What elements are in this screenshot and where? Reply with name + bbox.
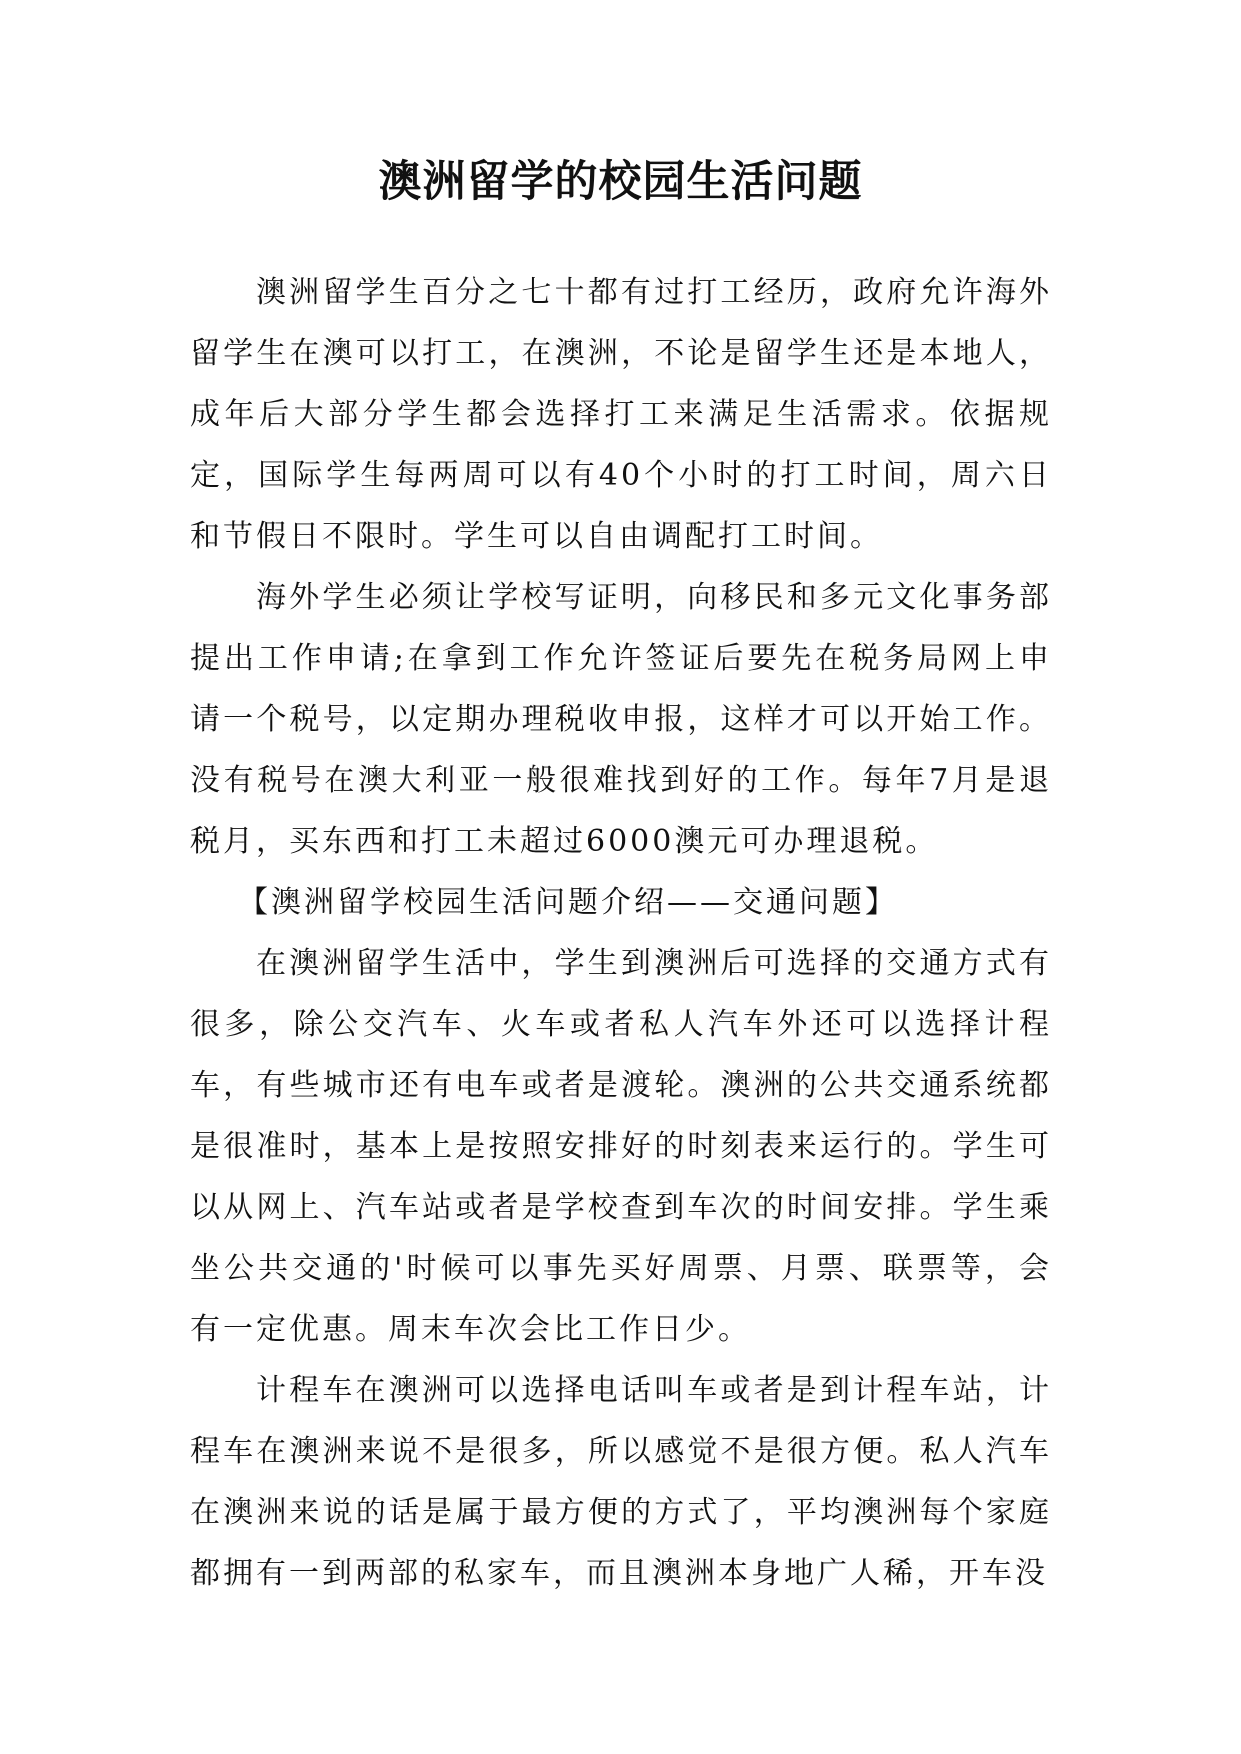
paragraph-work-experience: 澳洲留学生百分之七十都有过打工经历，政府允许海外留学生在澳可以打工，在澳洲，不论是留学生还是本地人，成年后大部分学生都会选择打工来满足生活需求。依据规定，国际学生每两周可以有40个小时的打工时间，周六日和节假日不限时。学生可以自由调配打工时间。 — [190, 275, 1052, 554]
paragraph-public-transport: 在澳洲留学生活中，学生到澳洲后可选择的交通方式有很多，除公交汽车、火车或者私人汽车外还可以选择计程车，有些城市还有电车或者是渡轮。澳洲的公共交通系统都是很准时，基本上是按照安排好的时刻表来运行的。学生可以从网上、汽车站或者是学校查到车次的时间安排。学生乘坐公共交通的'时候可以事先买好周票、月票、联票等，会有一定优惠。周末车次会比工作日少。 — [190, 946, 1052, 1347]
document-body — [190, 262, 1052, 1604]
document-title: 澳洲留学的校园生活问题 — [378, 157, 863, 207]
paragraph-work-permit: 海外学生必须让学校写证明，向移民和多元文化事务部提出工作申请;在拿到工作允许签证后要先在税务局网上申请一个税号，以定期办理税收申报，这样才可以开始工作。没有税号在澳大利亚一般很难找到好的工作。每年7月是退税月，买东西和打工未超过6000澳元可办理退税。 — [190, 580, 1052, 859]
paragraph-taxi-private-car: 计程车在澳洲可以选择电话叫车或者是到计程车站，计程车在澳洲来说不是很多，所以感觉不是很方便。私人汽车在澳洲来说的话是属于最方便的方式了，平均澳洲每个家庭都拥有一到两部的私家车，而且澳洲本身地广人稀，开车没 — [190, 1373, 1052, 1591]
section-heading-transport: 【澳洲留学校园生活问题介绍——交通问题】 — [238, 885, 898, 920]
